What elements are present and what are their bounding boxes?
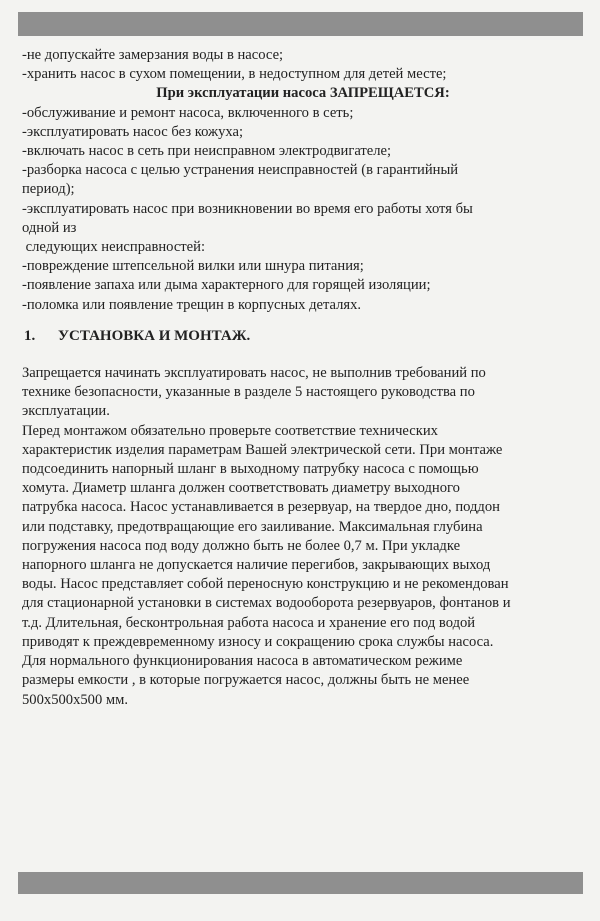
paragraph (22, 364, 584, 422)
text-line: -хранить насос в сухом помещении, в недоступном для детей месте; (22, 66, 447, 83)
paragraph-line: эксплуатации. (22, 403, 110, 420)
list-item: одной из (22, 219, 77, 236)
paragraph-line: для стационарной установки в системах водооборота резервуаров, фонтанов и (22, 595, 511, 612)
section-heading (22, 327, 584, 346)
paragraph-line: подсоединить напорный шланг в выходному патрубку насоса с помощью (22, 461, 479, 478)
list-item: -разборка насоса с целью устранения неисправностей (в гарантийный (22, 162, 459, 179)
list-item: -эксплуатировать насос без кожуха; (22, 123, 244, 140)
paragraph-line: патрубка насоса. Насос устанавливается в резервуар, на твердое дно, поддон (22, 499, 500, 516)
paragraph-line: воды. Насос представляет собой переносную конструкцию и не рекомендован (22, 576, 509, 593)
section-title: УСТАНОВКА И МОНТАЖ. (58, 327, 251, 344)
paragraph-line: 500х500х500 мм. (22, 691, 129, 708)
paragraph-line: погружения насоса под воду должно быть не более 0,7 м. При укладке (22, 537, 461, 554)
list-item: -поломка или появление трещин в корпусных деталях. (22, 296, 362, 313)
paragraph-line: хомута. Диаметр шланга должен соответствовать диаметру выходного (22, 480, 460, 497)
list-item: период); (22, 181, 75, 198)
list-item: -включать насос в сеть при неисправном электродвигателе; (22, 143, 392, 160)
paragraph-line: размеры емкости , в которые погружается насос, должны быть не менее (22, 672, 470, 689)
list-item: -появление запаха или дыма характерного для горящей изоляции; (22, 277, 431, 294)
text-line: -не допускайте замерзания воды в насосе; (22, 47, 284, 63)
footer-bar (18, 872, 583, 894)
paragraph-line: напорного шланга не допускается наличие перегибов, закрывающих выход (22, 557, 491, 574)
paragraph (22, 422, 584, 710)
paragraph-line: Для нормального функционирования насоса в автоматическом режиме (22, 653, 463, 670)
header-bar (18, 12, 583, 36)
paragraph-line: Запрещается начинать эксплуатировать насос, не выполнив требований по (22, 365, 486, 382)
list-item: -эксплуатировать насос при возникновении во время его работы хотя бы (22, 200, 473, 217)
paragraph-line: Перед монтажом обязательно проверьте соответствие технических (22, 422, 438, 439)
section-number: 1. (24, 327, 36, 344)
paragraph-line: технике безопасности, указанные в разделе 5 настоящего руководства по (22, 384, 475, 401)
paragraph-line: т.д. Длительная, бесконтрольная работа насоса и хранение его под водой (22, 614, 476, 631)
paragraph-line: или подставку, предотвращающие его заиливание. Максимальная глубина (22, 518, 483, 535)
list-item: следующих неисправностей: (22, 239, 206, 256)
prohibited-heading: При эксплуатации насоса ЗАПРЕЩАЕТСЯ: (156, 85, 450, 102)
document-body (22, 46, 584, 710)
paragraph-line: характеристик изделия параметрам Вашей электрической сети. При монтаже (22, 441, 503, 458)
paragraph-line: приводят к преждевременному износу и сокращению срока службы насоса. (22, 633, 494, 650)
list-item: -повреждение штепсельной вилки или шнура питания; (22, 258, 364, 275)
list-item: -обслуживание и ремонт насоса, включенного в сеть; (22, 104, 354, 121)
